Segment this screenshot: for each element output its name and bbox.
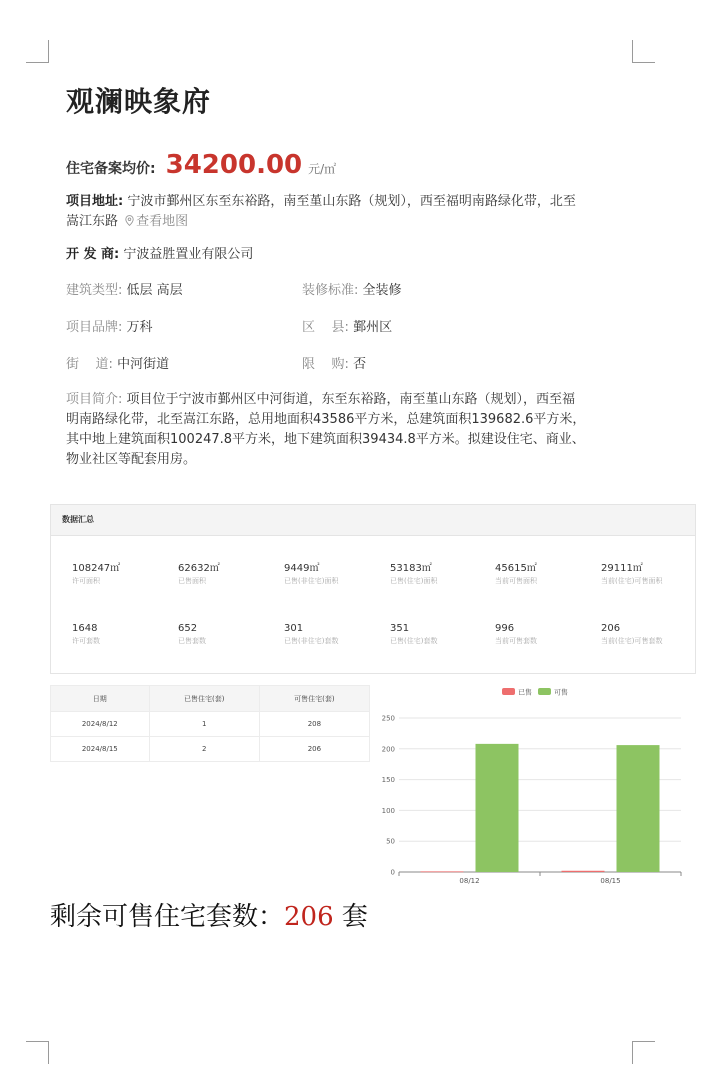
stat-label: 许可套数 — [72, 637, 100, 645]
table-row — [51, 712, 370, 737]
price-unit: 元/㎡ — [308, 162, 337, 176]
crop-mark-bottom-right — [632, 1041, 655, 1064]
table-cell: 1 — [149, 712, 259, 737]
info-value: 万科 — [126, 320, 153, 335]
view-map-label: 查看地图 — [136, 214, 189, 229]
y-tick-label: 0 — [390, 868, 395, 877]
table-header-cell: 可售住宅(套) — [259, 686, 369, 712]
info-value: 鄞州区 — [353, 320, 393, 335]
summary-stat — [601, 622, 701, 646]
table-header-row — [51, 686, 370, 712]
project-info-grid — [66, 281, 586, 375]
price-value: 34200.00 — [165, 150, 303, 180]
table-cell: 2 — [149, 737, 259, 762]
stat-value: 108247㎡ — [72, 563, 121, 574]
stat-value: 301 — [284, 623, 304, 634]
info-label: 装修标准: — [302, 283, 359, 298]
table-cell: 206 — [259, 737, 369, 762]
info-label: 限 购: — [302, 357, 349, 372]
remaining-value: 206 — [284, 902, 334, 932]
info-building-type — [66, 281, 302, 301]
intro-text: 项目位于宁波市鄞州区中河街道，东至东裕路，南至堇山东路（规划），西至福明南路绿化带，北至嵩江东路，总用地面积43586平方米，总建筑面积139682.6平方米，其中地上建筑面积100247.8平方米，地下建筑面积39434.8平方米。拟建设住宅、商业、物业社区等配套用房。 — [66, 392, 586, 467]
stat-label: 已售(非住宅)面积 — [284, 577, 339, 585]
summary-stat — [390, 562, 490, 586]
data-summary-panel — [50, 504, 696, 674]
info-value: 全装修 — [362, 283, 402, 298]
price-row — [66, 150, 336, 180]
stat-label: 已售(住宅)面积 — [390, 577, 438, 585]
legend-label: 可售 — [554, 688, 568, 697]
stat-value: 62632㎡ — [178, 563, 220, 574]
summary-stat — [390, 622, 490, 646]
stat-label: 已售(住宅)套数 — [390, 637, 438, 645]
crop-mark-bottom-left — [26, 1041, 49, 1064]
table-cell: 2024/8/15 — [51, 737, 150, 762]
x-tick-label: 08/12 — [459, 877, 480, 885]
info-label: 项目品牌: — [66, 320, 123, 335]
y-tick-label: 100 — [381, 806, 395, 815]
y-tick-label: 50 — [386, 837, 395, 846]
address-value: 宁波市鄞州区东至东裕路，南至堇山东路（规划），西至福明南路绿化带，北至嵩江东路 — [66, 194, 576, 229]
stat-value: 53183㎡ — [390, 563, 432, 574]
summary-stat — [72, 562, 172, 586]
y-tick-label: 250 — [381, 714, 395, 723]
stat-value: 1648 — [72, 623, 98, 634]
view-map-link[interactable] — [122, 214, 188, 229]
project-title: 观澜映象府 — [66, 85, 212, 118]
summary-stat — [284, 622, 384, 646]
info-street — [66, 355, 302, 375]
info-label: 建筑类型: — [66, 283, 123, 298]
info-label: 区 县: — [302, 320, 349, 335]
summary-stat — [601, 562, 701, 586]
stat-value: 9449㎡ — [284, 563, 320, 574]
stat-value: 206 — [601, 623, 621, 634]
summary-stat — [178, 622, 278, 646]
stat-label: 当前可售套数 — [495, 637, 537, 645]
info-purchase-limit — [302, 355, 586, 375]
legend-label: 已售 — [518, 688, 532, 697]
stat-label: 当前(住宅)可售套数 — [601, 637, 663, 645]
developer-value: 宁波益胜置业有限公司 — [123, 247, 254, 262]
stat-value: 351 — [390, 623, 410, 634]
bar-available — [476, 744, 519, 872]
summary-stat — [495, 622, 595, 646]
remaining-label: 剩余可售住宅套数： — [50, 902, 285, 932]
stat-label: 当前可售面积 — [495, 577, 537, 585]
table-cell: 2024/8/12 — [51, 712, 150, 737]
legend-swatch — [502, 688, 515, 695]
summary-title: 数据汇总 — [51, 505, 695, 536]
table-cell: 208 — [259, 712, 369, 737]
intro-label: 项目简介: — [66, 392, 123, 407]
stat-value: 652 — [178, 623, 198, 634]
bar-sold — [562, 871, 605, 872]
summary-stat — [72, 622, 172, 646]
price-label: 住宅备案均价: — [66, 161, 156, 177]
address-row — [66, 192, 586, 232]
stat-label: 已售(非住宅)套数 — [284, 637, 339, 645]
table-header-cell: 日期 — [51, 686, 150, 712]
remaining-unit: 套 — [333, 902, 368, 932]
stat-label: 已售套数 — [178, 637, 206, 645]
summary-stat — [495, 562, 595, 586]
y-tick-label: 200 — [381, 745, 395, 754]
stat-value: 45615㎡ — [495, 563, 537, 574]
legend-swatch — [538, 688, 551, 695]
info-label: 街 道: — [66, 357, 113, 372]
summary-stat — [178, 562, 278, 586]
table-header-cell: 已售住宅(套) — [149, 686, 259, 712]
table-row — [51, 737, 370, 762]
info-brand — [66, 318, 302, 338]
sales-bar-chart — [372, 682, 692, 888]
stat-label: 当前(住宅)可售面积 — [601, 577, 663, 585]
stat-label: 已售面积 — [178, 577, 206, 585]
project-intro — [66, 390, 586, 470]
stat-value: 996 — [495, 623, 515, 634]
crop-mark-top-right — [632, 40, 655, 63]
info-value: 低层 高层 — [126, 283, 183, 298]
address-label: 项目地址: — [66, 194, 124, 209]
crop-mark-top-left — [26, 40, 49, 63]
sales-table — [50, 685, 370, 762]
info-value: 否 — [353, 357, 367, 372]
bar-available — [617, 745, 660, 872]
x-tick-label: 08/15 — [600, 877, 621, 885]
bar-sold — [421, 871, 464, 872]
developer-label: 开 发 商: — [66, 247, 120, 262]
info-value: 中河街道 — [117, 357, 170, 372]
developer-row — [66, 243, 253, 262]
y-tick-label: 150 — [381, 776, 395, 785]
stat-label: 许可面积 — [72, 577, 100, 585]
stat-value: 29111㎡ — [601, 563, 643, 574]
summary-stat — [284, 562, 384, 586]
info-district — [302, 318, 586, 338]
location-pin-icon — [125, 215, 134, 226]
info-decoration — [302, 281, 586, 301]
remaining-units — [50, 896, 368, 933]
